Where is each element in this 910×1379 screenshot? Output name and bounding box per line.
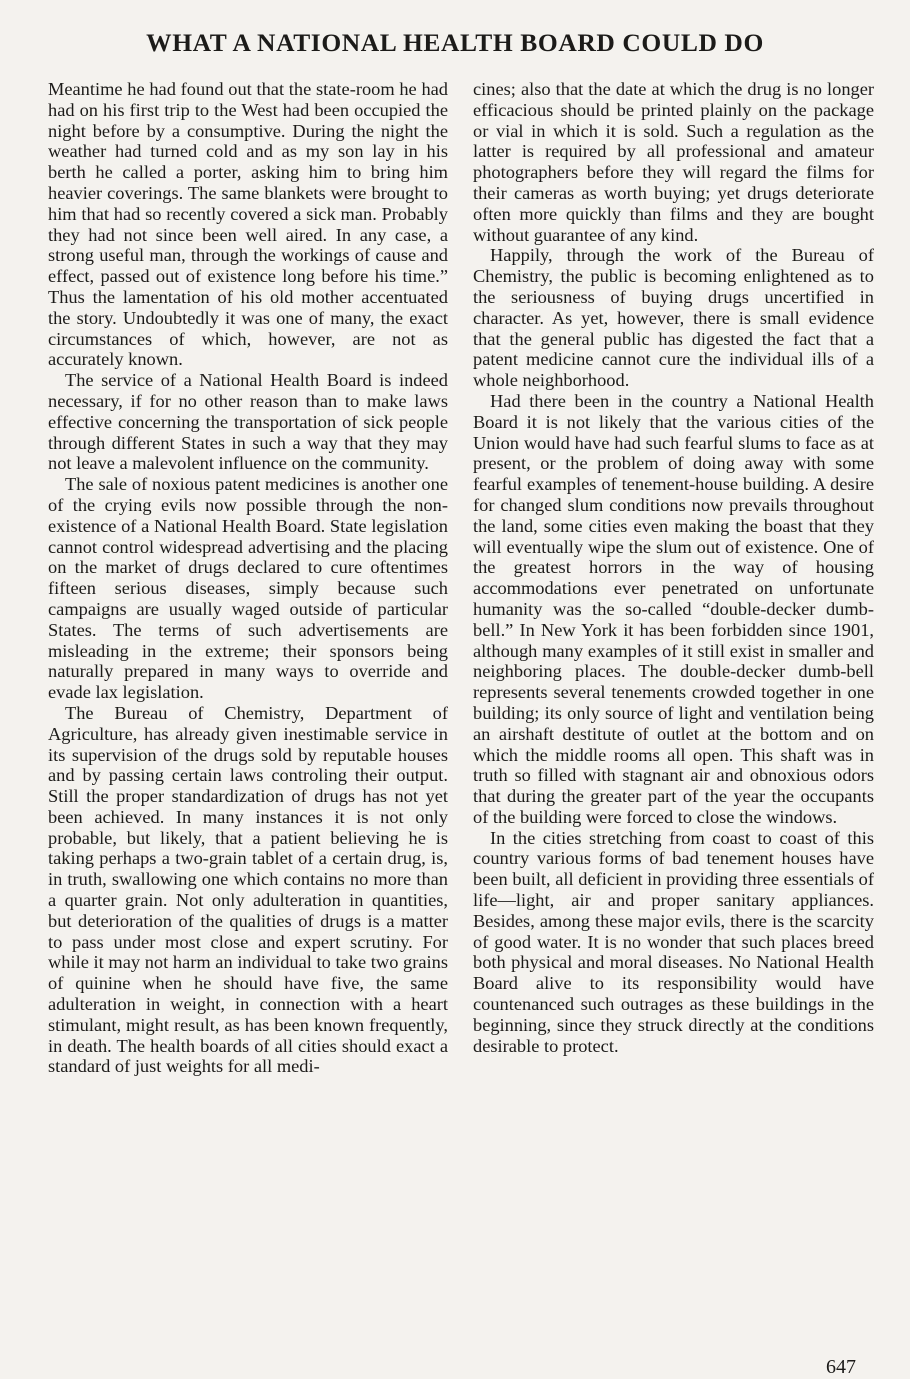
body-paragraph: Happily, through the work of the Bureau of Chemistry, the public is becoming enlightened as to the seriousness of buying drugs uncertified in character. As yet, however, there is small evidence that the general public has digested the fact that a patent medicine cannot cure the individual ills of a whole neighborhood. [473, 245, 874, 391]
body-paragraph: The Bureau of Chemistry, Department of Agriculture, has already given inestimable service in its supervision of the drugs sold by reputable houses and by passing certain laws controling their output. Still the proper standardization of drugs has not yet been achieved. In many instances it is not only probable, but likely, that a patient believing he is taking perhaps a two-grain tablet of a certain drug, is, in truth, swallowing one which contains no more than a quarter grain. Not only adulteration in quantities, but deterioration of the qualities of drugs is a matter to pass under most close and expert scrutiny. For while it may not harm an individual to take two grains of quinine when he should have five, the same adulteration in weight, in connection with a heart stimulant, might result, as has been known frequently, in death. The health boards of all cities should exact a standard of just weights for all medi- [48, 702, 448, 1077]
right-column [473, 79, 874, 1056]
page-title: WHAT A NATIONAL HEALTH BOARD COULD DO [146, 28, 764, 57]
body-paragraph: The sale of noxious patent medicines is another one of the crying evils now possible through the non-existence of a National Health Board. State legislation cannot control widespread advertising and the placing on the market of drugs declared to cure oftentimes fifteen serious diseases, simply because such campaigns are usually waged outside of particular States. The terms of such advertisements are misleading in the extreme; their sponsors being naturally prepared in many ways to override and evade lax legislation. [48, 474, 448, 703]
left-column [48, 79, 448, 1077]
body-paragraph: Had there been in the country a National Health Board it is not likely that the various cities of the Union would have had such fearful slums to face as at present, or the problem of doing away with some fearful examples of tenement-house building. A desire for changed slum conditions now prevails throughout the land, some cities even making the boast that they will eventually wipe the slum out of existence. One of the greatest horrors in the way of housing accommodations ever penetrated on unfortunate humanity was the so-called “double-decker dumb-bell.” In New York it has been forbidden since 1901, although many examples of it still exist in smaller and neighboring places. The double-decker dumb-bell represents several tenements crowded together in one building; its only source of light and ventilation being an airshaft destitute of outlet at the bottom and on which the middle rooms all open. This shaft was in truth so filled with stagnant air and obnoxious odors that during the greater part of the year the occupants of the building were forced to close the windows. [473, 390, 874, 827]
body-paragraph: In the cities stretching from coast to coast of this country various forms of bad tenement houses have been built, all deficient in providing three essentials of life—light, air and proper sanitary appliances. Besides, among these major evils, there is the scarcity of good water. It is no wonder that such places breed both physical and moral diseases. No National Health Board alive to its responsibility would have countenanced such outrages as these buildings in the beginning, since they struck directly at the conditions desirable to protect. [473, 827, 874, 1056]
page-number: 647 [826, 1356, 856, 1378]
body-paragraph: Meantime he had found out that the state-room he had had on his first trip to the West had been occupied the night before by a consumptive. During the night the weather had turned cold and as my son lay in his berth he called a porter, asking him to bring him heavier coverings. The same blankets were brought to him that had so recently covered a sick man. Probably they had not since been well aired. In any case, a strong useful man, through the workings of cause and effect, passed out of existence long before his time.” Thus the lamentation of his old mother accentuated the story. Undoubtedly it was one of many, the exact circumstances of which, however, are not as accurately known. [48, 79, 448, 370]
body-paragraph: cines; also that the date at which the drug is no longer efficacious should be printed plainly on the package or vial in which it is sold. Such a regulation as the latter is required by all professional and amateur photographers before they will regard the films for their cameras as worth buying; yet drugs deteriorate often more quickly than films and they are bought without guarantee of any kind. [473, 79, 874, 245]
body-paragraph: The service of a National Health Board is indeed necessary, if for no other reason than to make laws effective concerning the transportation of sick people through different States in such a way that they may not leave a malevolent influence on the community. [48, 370, 448, 474]
